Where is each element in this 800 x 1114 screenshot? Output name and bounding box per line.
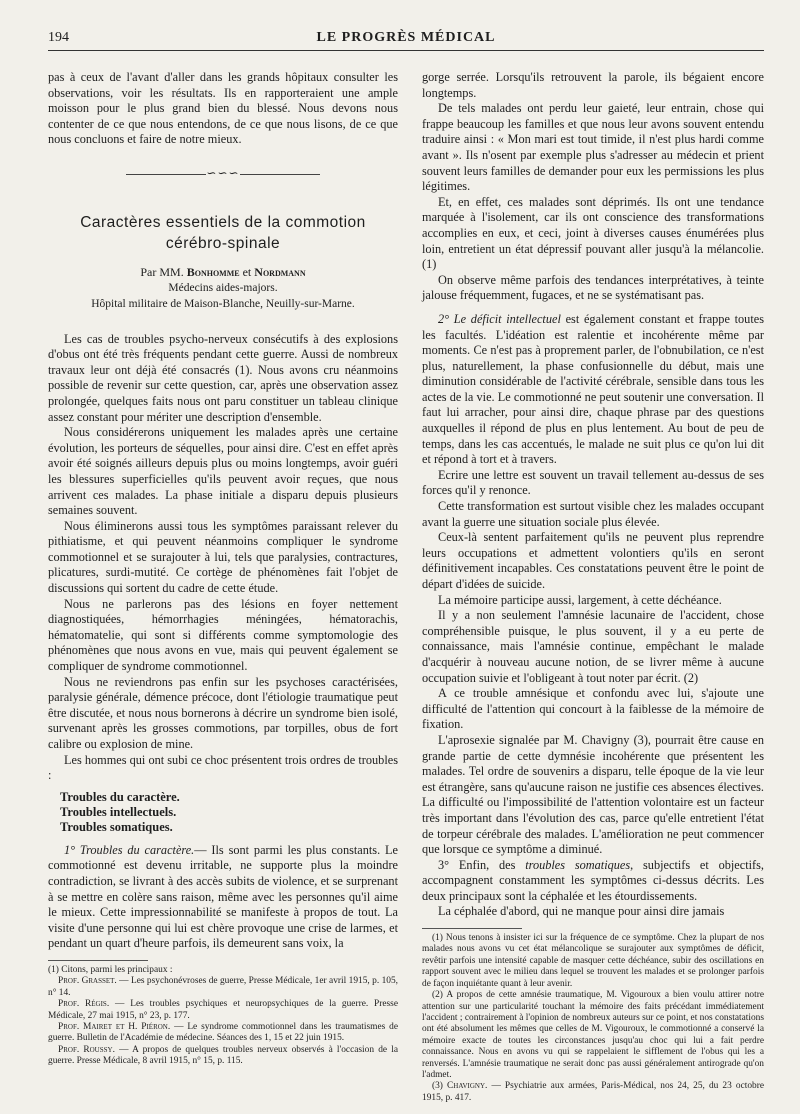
body-paragraph: On observe même parfois des tendances interprétatives, à teinte jalouse fréquemment, fugaces, et ne se systématisant pas. [422,272,764,303]
body-paragraph: A ce trouble amnésique et confondu avec lui, s'ajoute une difficulté de l'attention qui concourt à la faiblesse de la mémoire de fixation. [422,686,764,732]
body-paragraph [422,858,764,905]
body-paragraph [422,312,764,468]
page [48,28,764,1102]
footnote [48,1022,398,1045]
footnote-text: — Les psychonévroses de guerre, Presse Médicale, 1er avril 1915, p. 105, n° 14. [48,976,398,998]
section-text: , subjectifs et objectifs, accompagnent constamment les symptômes ci-dessus décrits. Les deux principaux sont la céphalée et les étourdissements. [422,857,764,903]
byline [48,264,398,280]
footnote [48,999,398,1022]
footnote-rule [422,928,522,929]
footnotes-left [48,965,398,1068]
footnote-author: (3) Chavigny. [432,1081,488,1092]
body-paragraph: Nous éliminerons aussi tous les symptômes paraissant relever du pithiatisme, et qui peuvent néanmoins compliquer le syndrome commotionnel et se surajouter à lui, tels que paralysies, contractures, plicatures, surdi-mutité. Ce cortège de phénomènes fait l'objet de discussions qui sortent du cadre de cette étude. [48,518,398,596]
author-name: Bonhomme [186,264,240,279]
body-paragraph: Nous ne parlerons pas des lésions en foyer nettement diagnostiquées, hémorrhagies méningées, hématorachis, hématomatelie, qui sont si différents comme symptomologie des phénomènes que nous avons en vue, mais qui peuvent également se compliquer de syndrome commotionnel. [48,596,398,674]
body-paragraph: Ceux-là sentent parfaitement qu'ils ne peuvent plus reprendre leurs occupations et admettent volontiers qu'ils en seront définitivement incapables. Ces constatations peuvent être le point de départ d'idées de suicide. [422,530,764,591]
page-number: 194 [48,30,69,45]
body-paragraph: Nous considérerons uniquement les malades après une certaine évolution, les porteurs de séquelles, pour ainsi dire. C'est en effet après avoir été soignés ailleurs depuis plus ou moins longtemps, avoir guéri les blessures superficielles qu'ils peuvent avoir reçues, que nous arrivent ces malades. La phase initiale a disparu depuis plusieurs semaines souvent. [48,425,398,518]
footnote: (1) Nous tenons à insister ici sur la fréquence de ce symptôme. Chez la plupart de nos malades nous avons vu cet état mélancolique se surajouter aux symptômes de déficit, revêtir parfois une intensité capable de masquer cette déchéance, subir des oscillations en rapport souvent avec le milieu dans lequel se trouvent les malades et se prolonger parfois de façon inquiétante quant à leur avenir. [422,933,764,989]
right-column [422,70,764,1104]
ornament-glyph: ∽∽∽ [206,165,240,180]
section-lead: 3° Enfin, des [438,857,516,872]
section-lead: 2° Le déficit intellectuel [438,311,561,326]
body-paragraph: Les cas de troubles psycho-nerveux consécutifs à des explosions d'obus ont été très fréquents pendant cette guerre. Aussi de nombreux travaux leur ont déjà été consacrés (1). Nous avons cru néanmoins possible de revenir sur cette question, car, après une observation assez prolongée, quelques faits nous ont paru constituer un tableau clinique assez constant pour mériter une description d'ensemble. [48,331,398,424]
footnote: (2) A propos de cette amnésie traumatique, M. Vigouroux a bien voulu attirer notre attention sur une particularité touchant la mémoire des faits précédant immédiatement l'accident ; contrairement à l'opinion de nombreux auteurs sur ce point, et nos constatations ont été absolument les mêmes que celles de M. Vigouroux, le commotionné a conservé la mémoire exacte de toutes les circonstances jusqu'au choc qui lui a fait perdre connaissance. Nous en avons vu qui se rappelaient le sifflement de l'obus qui les a renversés. L'amnésie traumatique ne serait donc pas aussi généralement antirograde qu'on l'admet. [422,990,764,1080]
footnote-rule [48,960,148,961]
running-header [48,28,764,48]
troubles-list [60,790,398,835]
footnote-author: Prof. Roussy. [58,1044,115,1055]
body-paragraph: Cette transformation est surtout visible chez les malades occupant avant la guerre une situation sociale plus élevée. [422,499,764,529]
section-text: — Ils sont parmi les plus constants. Le commotionné est devenu irritable, ne supporte plus la moindre contradiction, se livrant à des accès subits de violence, et se surprenant à se mettre en colère sans raison, même avec les personnes qu'il aime le mieux. Cette impressionnabilité se manifeste à propos de tout. La visite d'une personne qui lui est chère provoque une crise de larmes, et pendant un quart d'heure parfois, ils demeurent sans voix, la [48,842,398,951]
article-title: Caractères essentiels de la commotion cérébro-spinale [80,213,366,252]
body-paragraph: Ecrire une lettre est souvent un travail tellement au-dessus de ses forces qu'il y renonce. [422,467,764,498]
footnote-author: Prof. Régis. [58,999,110,1010]
footnote-lead: (1) Citons, parmi les principaux : [48,964,173,975]
body-paragraph [48,843,398,952]
body-paragraph: L'aprosexie signalée par M. Chavigny (3), pourrait être cause en grande partie de cette dymnésie incohérente que présentent les malades. Tel ordre de souvenirs a disparu, telle époque de la vie leur est étrangère, sans qu'aucune raison ne justifie ces absences électives. La difficulté ou l'impossibilité de l'attention volontaire est un facteur très important dans l'évolution des cas, parce qu'elle entretient l'état de torpeur cérébrale des malades. L'amélioration ne peut commencer que lorsque ce symptôme a diminué. [422,732,764,857]
footnote-text: — Le syndrome commotionnel dans les traumatismes de guerre. Bulletin de l'Académie de médecine. Séances des 1, 15 et 22 juin 1915. [48,1021,398,1044]
footnotes-right [422,933,764,1104]
section-ornament [48,166,398,182]
footnote [422,1081,764,1104]
header-rule [48,50,764,51]
body-paragraph: Les hommes qui ont subi ce choc présentent trois ordres de troubles : [48,752,398,783]
author-hospital: Hôpital militaire de Maison-Blanche, Neuilly-sur-Marne. [91,297,355,310]
body-paragraph: De tels malades ont perdu leur gaieté, leur entrain, chose qui frappe beaucoup les familles et que nous leur avons souvent entendu traduire ainsi : « Mon mari est tout timide, il n'est plus hardi comme avant ». Ils n'osent par exemple plus s'adresser au médecin et prient souvent leurs familles de demander pour eux les permissions les plus légitimes. [422,101,764,194]
author-role: Médecins aides-majors. [168,281,278,294]
list-item: Troubles du caractère. [60,789,180,804]
body-paragraph: Et, en effet, ces malades sont déprimés. Ils ont une tendance marquée à l'isolement, car ils ont conscience des transformations accomplies en eux, et ceci, joint à diverses causes énumérées plus loin, entretient un état dépressif pouvant aller jusqu'à la mélancolie. (1) [422,194,764,272]
body-paragraph: La mémoire participe aussi, largement, à cette déchéance. [438,592,722,607]
body-paragraph: La céphalée d'abord, qui ne manque pour ainsi dire jamais [438,904,725,919]
footnote [48,1045,398,1068]
footnote-text: — Psychiatrie aux armées, Paris-Médical, nos 24, 25, du 23 octobre 1915, p. 417. [422,1081,764,1103]
journal-title: LE PROGRÈS MÉDICAL [316,30,496,45]
footnote-text: — A propos de quelques troubles nerveux observés à l'occasion de la guerre. Presse Médicale, 8 avril 1915, n° 15, p. 115. [48,1044,399,1067]
footnote [48,976,398,999]
footnote-author: Prof. Mairet et H. Piéron. [58,1021,171,1032]
body-paragraph: Nous ne reviendrons pas enfin sur les psychoses caractérisées, paralysie générale, démence précoce, dont l'étiologie traumatique peut être discutée, et nous nous bornerons à décrire un syndrome bien isolé, survenant après les grosses commotions, par torpilles, obus de fort calibre ou explosion de mine. [48,674,398,751]
footnote-text: — Les troubles psychiques et neuropsychiques de la guerre. Presse Médicale, 27 mai 1915, n° 23, p. 177. [48,999,398,1021]
body-paragraph: Il y a non seulement l'amnésie lacunaire de l'accident, chose compréhensible puisque, le plus souvent, il y a eu perte de connaissance, mais l'amnésie continue, empêchant le malade d'acquérir à nouveau aucune notion, de se livrer même à aucune occupation suivie et l'obligeant à tout noter par écrit. (2) [422,608,764,685]
list-item: Troubles intellectuels. [60,804,177,819]
intro-paragraph: pas à ceux de l'avant d'aller dans les grands hôpitaux consulter les observations, voir les résultats. Ils en rapporteraient une ample moisson pour le plus grand bien du blessé. Nous devons nous contenter de ce que nous entendons, de ce que nous lisons, de ce que nous concluons et faire de notre mieux. [48,70,398,147]
author-name: Nordmann [254,264,306,279]
section-lead-italic: troubles somatiques [525,857,631,872]
left-column [48,70,398,1068]
section-text: est également constant et frappe toutes les facultés. L'idéation est ralentie et incohérente même par moments. Ce n'est pas à proprement parler, de l'obnubilation, ce n'est plus, naturellement, la phase confusionnelle du début, mais une diminution considérable de l'activité cérébrale, sensible dans tous les actes de la vie. Le commotionné ne peut soutenir une conversation. Il faut lui arracher, pour ainsi dire, chaque phrase par des questions auxquelles il répond de plus en plus lentement. Au bout de peu de temps, dans les cas accentués, le malade ne suit plus ce qu'on lui dit et répond à tort et à travers. [422,311,764,467]
body-paragraph: gorge serrée. Lorsqu'ils retrouvent la parole, ils bégaient encore longtemps. [422,70,764,100]
byline-and: et [242,264,252,279]
byline-prefix: Par MM. [140,264,184,279]
list-item: Troubles somatiques. [60,819,173,834]
section-lead: 1° Troubles du caractère. [64,842,195,857]
footnote-author: Prof. Grasset. [58,976,117,987]
